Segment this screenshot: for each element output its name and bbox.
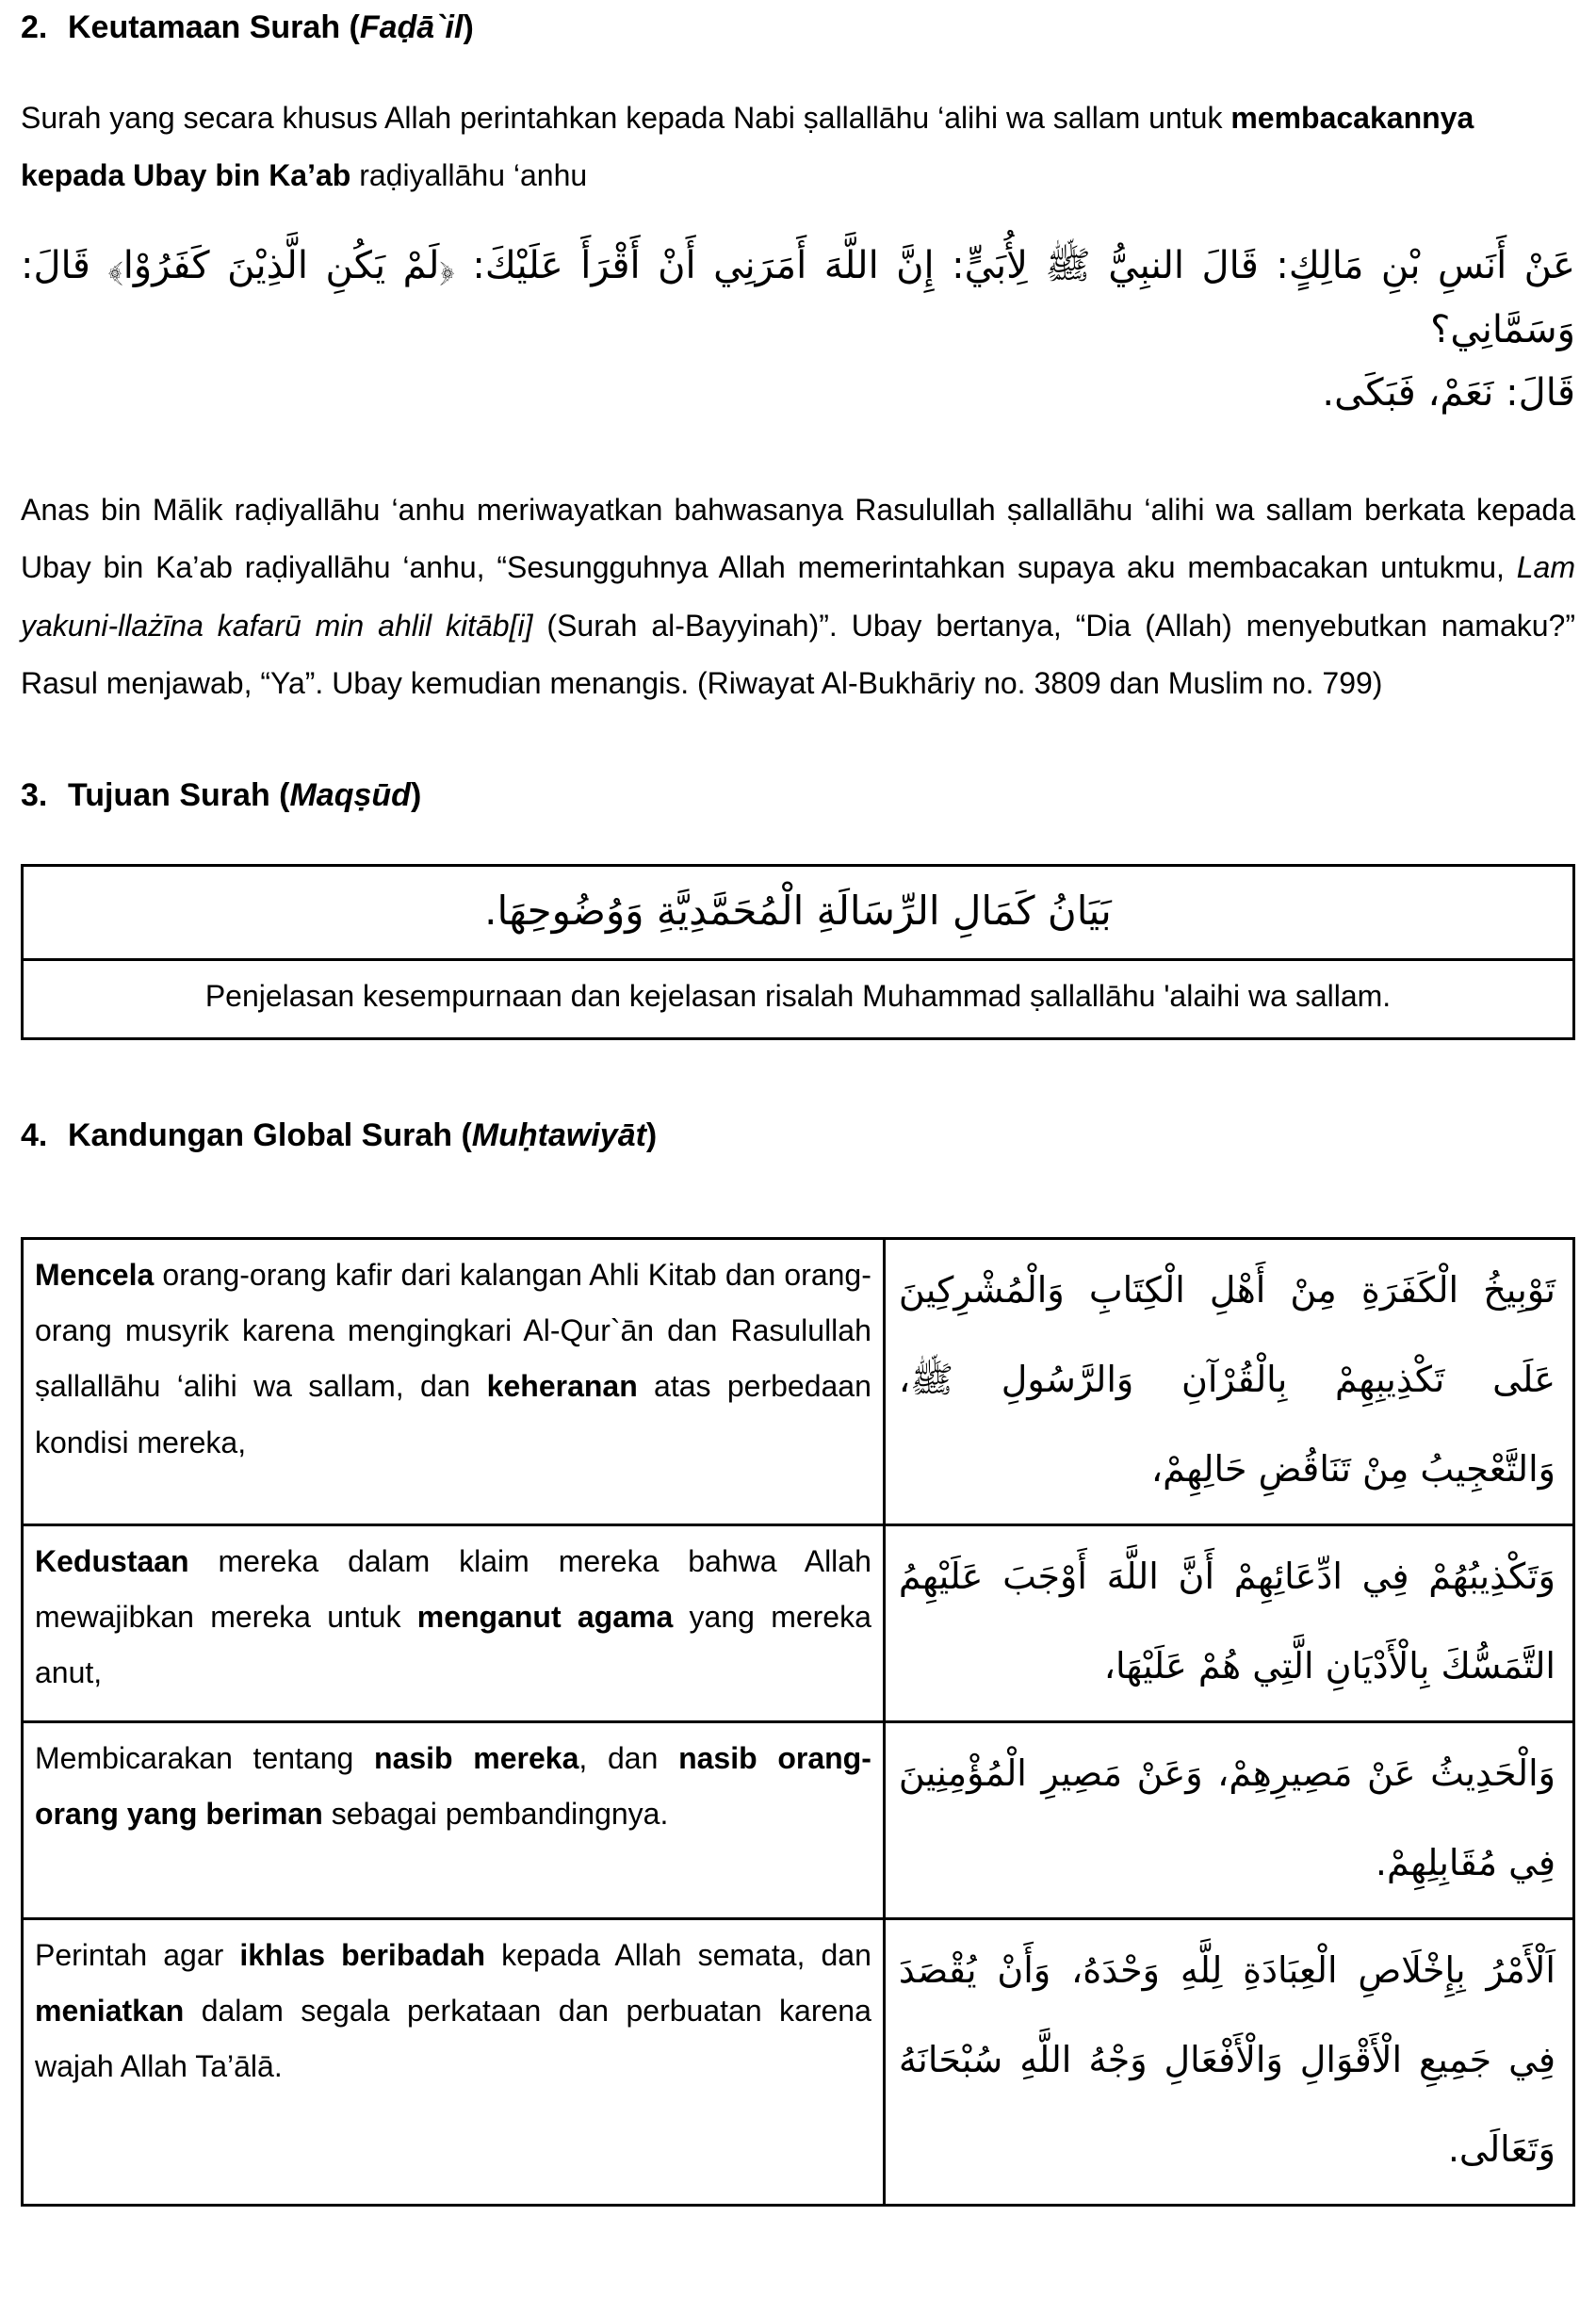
section-2-number: 2.	[21, 9, 48, 45]
hadith-translation-paragraph: Anas bin Mālik raḍiyallāhu ‘anhu meriwayatkan bahwasanya Rasulullah ṣallallāhu ‘alihi wa sallam berkata kepada Ubay bin Ka’ab raḍiyallāhu ‘anhu, “Sesungguhnya Allah memerintahkan supaya aku membacakan untukmu, Lam yakuni-llażīna kafarū min ahlil kitāb[i] (Surah al-Bayyinah)”. Ubay bertanya, “Dia (Allah) menyebutkan namaku?” Rasul menjawab, “Ya”. Ubay kemudian menangis. (Riwayat Al-Bukhāriy no. 3809 dan Muslim no. 799)	[21, 492, 1576, 701]
arabic-cell: وَتَكْذِيبُهُمْ فِي ادِّعَائِهِمْ أَنَّ اللَّهَ أَوْجَبَ عَلَيْهِمُ التَّمَسُّكَ بِالْأَدْيَانِ الَّتِي هُمْ عَلَيْهَا،	[884, 1524, 1573, 1721]
purpose-indonesian-text: Penjelasan kesempurnaan dan kejelasan risalah Muhammad ṣallallāhu 'alaihi wa sallam.	[24, 958, 1572, 1037]
hadith-arabic-text	[21, 235, 1575, 425]
section-2-heading	[21, 8, 1575, 48]
indonesian-cell: Kedustaan mereka dalam klaim mereka bahwa Allah mewajibkan mereka untuk menganut agama yang mereka anut,	[23, 1524, 885, 1721]
global-contents-table	[21, 1237, 1575, 2207]
section-2-title: Keutamaan Surah (Faḍā`il)	[68, 9, 474, 45]
hadith-line-1: عَنْ أَنَسِ بْنِ مَالِكٍ: قَالَ النبِيُّ ﷺ لِأُبَيٍّ: إِنَّ اللَّهَ أَمَرَنِي أَنْ أَقْرَأَ عَلَيْكَ: ﴿لَمْ يَكُنِ الَّذِيْنَ كَفَرُوْا﴾ قَالَ: وَسَمَّانِي؟	[21, 244, 1575, 351]
table-row	[23, 1524, 1574, 1721]
table-row	[23, 1721, 1574, 1918]
arabic-cell: تَوْبِيخُ الْكَفَرَةِ مِنْ أَهْلِ الْكِتَابِ وَالْمُشْرِكِينَ عَلَى تَكْذِيبِهِمْ بِالْقُرْآنِ وَالرَّسُولِ ﷺ، وَالتَّعْجِيبُ مِنْ تَنَاقُضِ حَالِهِمْ،	[884, 1238, 1573, 1524]
purpose-arabic-text: بَيَانُ كَمَالِ الرِّسَالَةِ الْمُحَمَّدِيَّةِ وَوُضُوحِهَا.	[484, 888, 1112, 935]
hadith-line-2: قَالَ: نَعَمْ، فَبَكَى.	[1322, 370, 1575, 415]
purpose-box	[21, 864, 1575, 1040]
arabic-cell: اَلْأَمْرُ بِإِخْلَاصِ الْعِبَادَةِ لِلَّهِ وَحْدَهُ، وَأَنْ يُقْصَدَ فِي جَمِيعِ الْأَقْوَالِ وَالْأَفْعَالِ وَجْهُ اللَّهِ سُبْحَانَهُ وَتَعَالَى.	[884, 1918, 1573, 2205]
section-3-title: Tujuan Surah (Maqṣūd)	[68, 776, 422, 813]
arabic-cell: وَالْحَدِيثُ عَنْ مَصِيرِهِمْ، وَعَنْ مَصِيرِ الْمُؤْمِنِينَ فِي مُقَابِلِهِمْ.	[884, 1721, 1573, 1918]
indonesian-cell: Mencela orang-orang kafir dari kalangan Ahli Kitab dan orang-orang musyrik karena mengingkari Al-Qur`ān dan Rasulullah ṣallallāhu ‘alihi wa sallam, dan keheranan atas perbedaan kondisi mereka,	[23, 1238, 885, 1524]
section-3-number: 3.	[21, 776, 48, 813]
section-3-heading	[21, 775, 1575, 816]
indonesian-cell: Membicarakan tentang nasib mereka, dan nasib orang-orang yang beriman sebagai pembandingnya.	[23, 1721, 885, 1918]
table-row	[23, 1238, 1574, 1524]
indonesian-cell: Perintah agar ikhlas beribadah kepada Allah semata, dan meniatkan dalam segala perkataan dan perbuatan karena wajah Allah Ta’ālā.	[23, 1918, 885, 2205]
section-4-number: 4.	[21, 1117, 48, 1154]
section-4-heading	[21, 1116, 1575, 1156]
table-row	[23, 1918, 1574, 2205]
section-4-title: Kandungan Global Surah (Muḥtawiyāt)	[68, 1117, 658, 1154]
intro-paragraph: Surah yang secara khusus Allah perintahkan kepada Nabi ṣallallāhu ‘alihi wa sallam untuk membacakannya kepada Ubay bin Ka’ab raḍiyallāhu ‘anhu	[21, 100, 1474, 192]
